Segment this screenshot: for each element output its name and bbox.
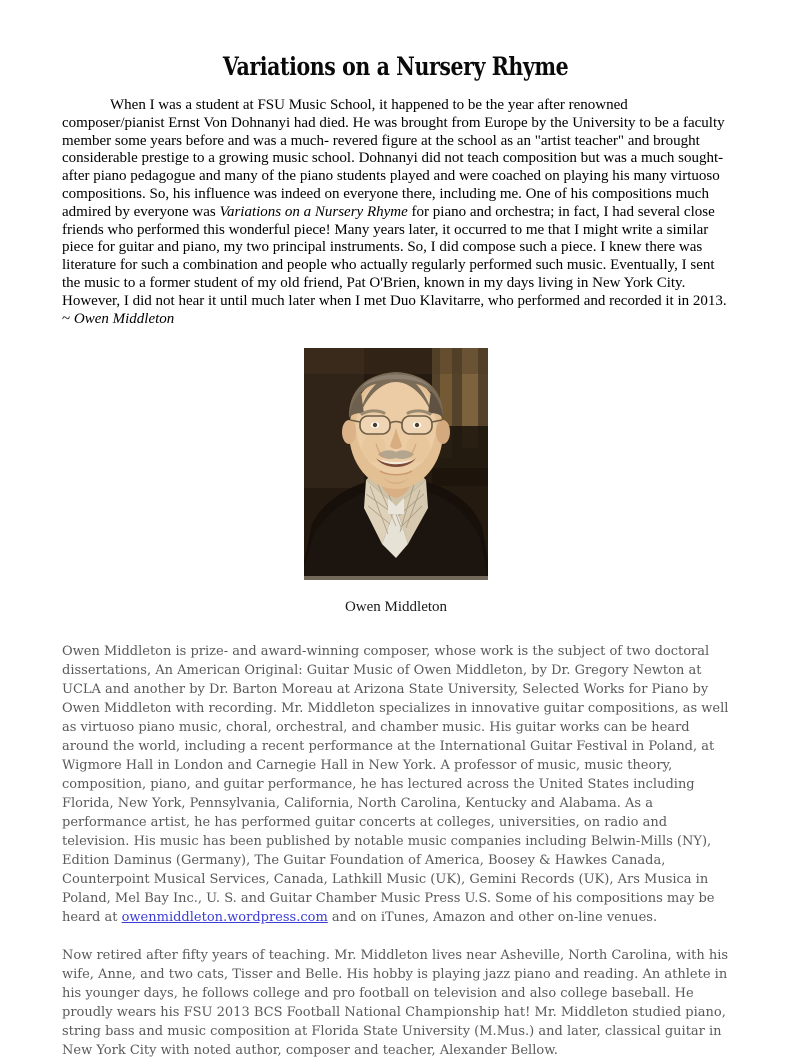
bio-paragraph-1 [62,642,730,927]
owen-middleton-photo [304,348,488,580]
work-title: Variations on a Nursery Rhyme [219,203,408,220]
bio-text-2: and on iTunes, Amazon and other on-line venues. [327,910,658,926]
article-page [62,0,730,1060]
bio-paragraph-2: Now retired after fifty years of teaching. Mr. Middleton lives near Asheville, North Carolina, with his wife, Anne, and two cats, Tisser and Belle. His hobby is playing jazz piano and reading. An athlete in his younger days, he follows college and pro football on television and also college baseball. He proudly wears his FSU 2013 BCS Football National Championship hat! Mr. Middleton studied piano, string bass and music composition at Florida State University (M.Mus.) and later, classical guitar in New York City with noted author, composer and teacher, Alexander Bellow. [62,948,729,1059]
photo-block [62,348,730,616]
photo-caption: Owen Middleton [344,599,448,616]
title-row [62,52,730,81]
wordpress-site-link[interactable]: owenmiddleton.wordpress.com [121,910,328,926]
author-signature: Owen Middleton [73,310,175,327]
intro-paragraph [62,97,730,328]
intro-text-1: When I was a student at FSU Music School, it happened to be the year after renowned composer/pianist Ernst Von Dohnanyi had died. He was brought from Europe by the University to be a faculty member some years before and was a much- revered figure at the school as an "artist teacher" and brought considerable prestige to a growing music school. Dohnanyi did not teach composition but was a much sought- after piano pedagogue and many of the piano students played and were coached on playing his many virtuoso compositions. So, his influence was indeed on everyone there, including me. One of his compositions much admired by everyone was [62,97,725,220]
intro-text-2: for piano and orchestra; in fact, I had several close friends who performed this wonderful piece! Many years later, it occurred to me that I might write a similar piece for guitar and piano, my two principal instruments. So, I did compose such a piece. I knew there was literature for such a combination and people who actually regularly performed such music. Eventually, I sent the music to a former student of my old friend, Pat O'Brien, known in my days living in New York City. However, I did not hear it until much later when I met Duo Klavitarre, who performed and recorded it in 2013. ~ [62,203,727,327]
bio-text-1: Owen Middleton is prize- and award-winning composer, whose work is the subject of two doctoral dissertations, An American Original: Guitar Music of Owen Middleton, by Dr. Gregory Newton at UCLA and another by Dr. Barton Moreau at Arizona State University, Selected Works for Piano by Owen Middleton with recording. Mr. Middleton specializes in innovative guitar compositions, as well as virtuoso piano music, choral, orchestral, and chamber music. His guitar works can be heard around the world, including a recent performance at the International Guitar Festival in Poland, at Wigmore Hall in London and Carnegie Hall in New York. A professor of music, music theory, composition, piano, and guitar performance, he has lectured across the United States including Florida, New York, Pennsylvania, California, North Carolina, Kentucky and Alabama. As a performance artist, he has performed guitar concerts at colleges, universities, on radio and television. His music has been published by notable music companies including Belwin-Mills (NY), Edition Daminus (Germany), The Guitar Foundation of America, Boosey & Hawkes Canada, Counterpoint Musical Services, Canada, Lathkill Music (UK), Gemini Records (UK), Ars Musica in Poland, Mel Bay Inc., U. S. and Guitar Chamber Music Press U.S. Some of his compositions may be heard at [62,644,729,926]
page-title: Variations on a Nursery Rhyme [223,52,569,81]
